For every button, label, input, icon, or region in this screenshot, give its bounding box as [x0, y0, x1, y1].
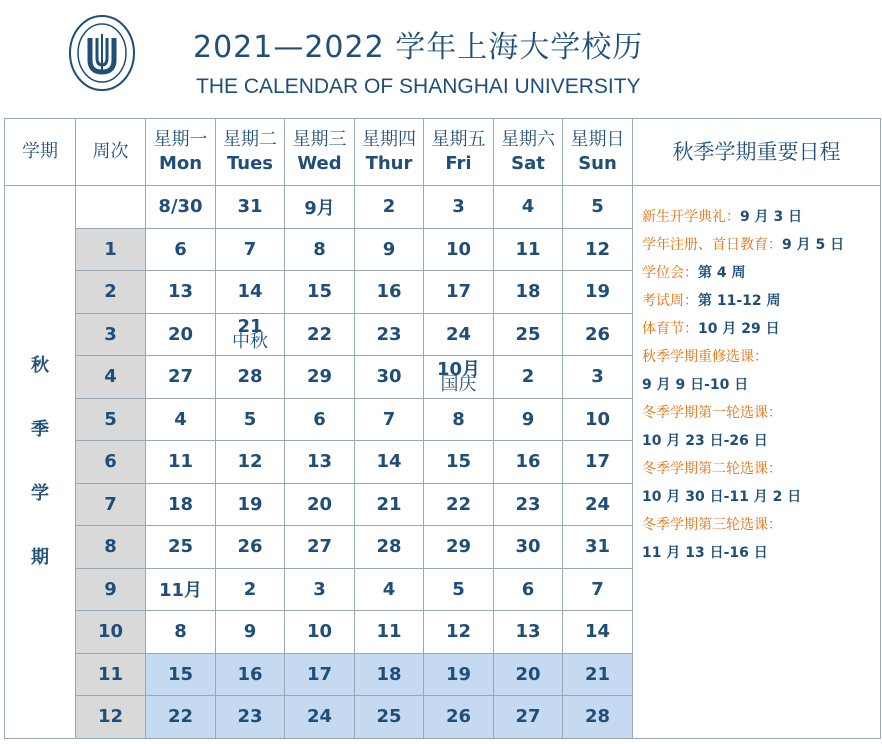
day-cell: 23	[494, 483, 563, 526]
week-number: 2	[76, 271, 146, 314]
day-header-wed: 星期三 Wed	[285, 119, 355, 186]
schedule-item: 体育节：10 月 29 日	[642, 321, 780, 337]
week-number: 12	[76, 696, 146, 739]
day-header-fri: 星期五 Fri	[424, 119, 494, 186]
day-cell: 25	[146, 526, 216, 569]
day-cell: 5	[563, 186, 633, 229]
week-number: 10	[76, 611, 146, 654]
day-cell: 6	[494, 568, 563, 611]
day-cell: 7	[563, 568, 633, 611]
day-cell: 11	[494, 228, 563, 271]
schedule-item: 秋季学期重修选课：	[642, 349, 768, 365]
day-cell: 22	[424, 483, 494, 526]
day-cell: 9	[355, 228, 424, 271]
schedule-item: 冬季学期第三轮选课：	[642, 517, 782, 533]
week-number: 4	[76, 356, 146, 399]
day-cell: 13	[494, 611, 563, 654]
header-row	[5, 119, 881, 186]
day-cell: 21	[355, 483, 424, 526]
day-cell: 24	[563, 483, 633, 526]
day-cell: 13	[285, 441, 355, 484]
day-header-thu: 星期四 Thur	[355, 119, 424, 186]
day-cell: 6	[146, 228, 216, 271]
day-cell: 8	[285, 228, 355, 271]
day-cell: 30	[494, 526, 563, 569]
exam-day-cell: 24	[285, 696, 355, 739]
day-cell: 25	[494, 313, 563, 356]
day-cell: 14	[355, 441, 424, 484]
day-cell: 23	[355, 313, 424, 356]
day-cell: 2	[494, 356, 563, 399]
day-cell: 7	[355, 398, 424, 441]
day-cell: 16	[355, 271, 424, 314]
day-cell: 3	[424, 186, 494, 229]
day-cell: 14	[216, 271, 285, 314]
day-cell: 17	[424, 271, 494, 314]
week-number: 8	[76, 526, 146, 569]
day-cell: 5	[216, 398, 285, 441]
schedule-item: 冬季学期第一轮选课：	[642, 405, 782, 421]
exam-day-cell: 17	[285, 653, 355, 696]
day-cell: 29	[424, 526, 494, 569]
day-cell: 11	[355, 611, 424, 654]
exam-day-cell: 20	[494, 653, 563, 696]
exam-day-cell: 18	[355, 653, 424, 696]
day-cell: 10	[424, 228, 494, 271]
day-cell: 10	[285, 611, 355, 654]
day-cell: 18	[146, 483, 216, 526]
university-logo	[68, 14, 136, 92]
day-cell: 12	[563, 228, 633, 271]
day-cell: 4	[494, 186, 563, 229]
schedule-item: 10 月 23 日-26 日	[642, 433, 768, 449]
day-cell: 30	[355, 356, 424, 399]
week-column-header: 周次	[76, 119, 146, 186]
exam-day-cell: 15	[146, 653, 216, 696]
exam-day-cell: 27	[494, 696, 563, 739]
page-header	[0, 0, 882, 116]
day-cell: 18	[494, 271, 563, 314]
day-cell: 26	[216, 526, 285, 569]
week-number: 1	[76, 228, 146, 271]
day-cell: 3	[285, 568, 355, 611]
day-cell: 19	[216, 483, 285, 526]
day-header-tue: 星期二 Tues	[216, 119, 285, 186]
schedule-header: 秋季学期重要日程	[633, 119, 881, 186]
week-number: 11	[76, 653, 146, 696]
schedule-item: 10 月 30 日-11 月 2 日	[642, 489, 802, 505]
day-cell: 12	[424, 611, 494, 654]
day-cell: 27	[146, 356, 216, 399]
day-cell: 24	[424, 313, 494, 356]
day-header-sat: 星期六 Sat	[494, 119, 563, 186]
holiday-cell-mid-autumn: 21 中秋	[216, 313, 285, 356]
exam-day-cell: 22	[146, 696, 216, 739]
month-marker: 9月	[285, 186, 355, 229]
day-cell: 15	[285, 271, 355, 314]
term-column-header: 学期	[5, 119, 76, 186]
title-english: THE CALENDAR OF SHANGHAI UNIVERSITY	[196, 75, 641, 98]
week-number: 3	[76, 313, 146, 356]
term-label: 秋 季 学 期	[5, 186, 76, 739]
week-number: 9	[76, 568, 146, 611]
title-chinese: 2021—2022 学年上海大学校历	[193, 30, 644, 65]
holiday-cell-national-day: 10月 国庆	[424, 356, 494, 399]
day-cell: 26	[563, 313, 633, 356]
day-cell: 7	[216, 228, 285, 271]
day-cell: 9	[216, 611, 285, 654]
day-cell: 4	[355, 568, 424, 611]
day-cell: 31	[216, 186, 285, 229]
day-cell: 12	[216, 441, 285, 484]
day-cell: 9	[494, 398, 563, 441]
day-header-mon: 星期一 Mon	[146, 119, 216, 186]
schedule-item: 考试周：第 11-12 周	[642, 293, 781, 309]
day-cell: 29	[285, 356, 355, 399]
exam-day-cell: 19	[424, 653, 494, 696]
exam-day-cell: 25	[355, 696, 424, 739]
schedule-item: 学年注册、首日教育：9 月 5 日	[642, 237, 845, 253]
schedule-list	[633, 186, 880, 736]
day-cell: 8/30	[146, 186, 216, 229]
exam-day-cell: 16	[216, 653, 285, 696]
day-cell: 20	[285, 483, 355, 526]
day-header-sun: 星期日 Sun	[563, 119, 633, 186]
week-number: 5	[76, 398, 146, 441]
day-cell: 14	[563, 611, 633, 654]
day-cell: 15	[424, 441, 494, 484]
day-cell: 20	[146, 313, 216, 356]
day-cell: 31	[563, 526, 633, 569]
day-cell: 22	[285, 313, 355, 356]
day-cell: 13	[146, 271, 216, 314]
exam-day-cell: 28	[563, 696, 633, 739]
day-cell: 17	[563, 441, 633, 484]
day-cell: 6	[285, 398, 355, 441]
day-cell: 5	[424, 568, 494, 611]
month-marker: 11月	[146, 568, 216, 611]
day-cell: 2	[216, 568, 285, 611]
exam-day-cell: 23	[216, 696, 285, 739]
schedule-item: 学位会：第 4 周	[642, 265, 746, 281]
day-cell: 28	[216, 356, 285, 399]
day-cell: 8	[146, 611, 216, 654]
schedule-item: 9 月 9 日-10 日	[642, 377, 749, 393]
week-number: 6	[76, 441, 146, 484]
day-cell: 16	[494, 441, 563, 484]
day-cell: 27	[285, 526, 355, 569]
schedule-item: 冬季学期第二轮选课：	[642, 461, 782, 477]
exam-day-cell: 21	[563, 653, 633, 696]
day-cell: 3	[563, 356, 633, 399]
day-cell: 19	[563, 271, 633, 314]
week-number	[76, 186, 146, 229]
day-cell: 10	[563, 398, 633, 441]
day-cell: 4	[146, 398, 216, 441]
day-cell: 2	[355, 186, 424, 229]
schedule-item: 11 月 13 日-16 日	[642, 545, 768, 561]
day-cell: 11	[146, 441, 216, 484]
exam-day-cell: 26	[424, 696, 494, 739]
day-cell: 28	[355, 526, 424, 569]
day-cell: 8	[424, 398, 494, 441]
schedule-item: 新生开学典礼：9 月 3 日	[642, 209, 803, 225]
week-number: 7	[76, 483, 146, 526]
